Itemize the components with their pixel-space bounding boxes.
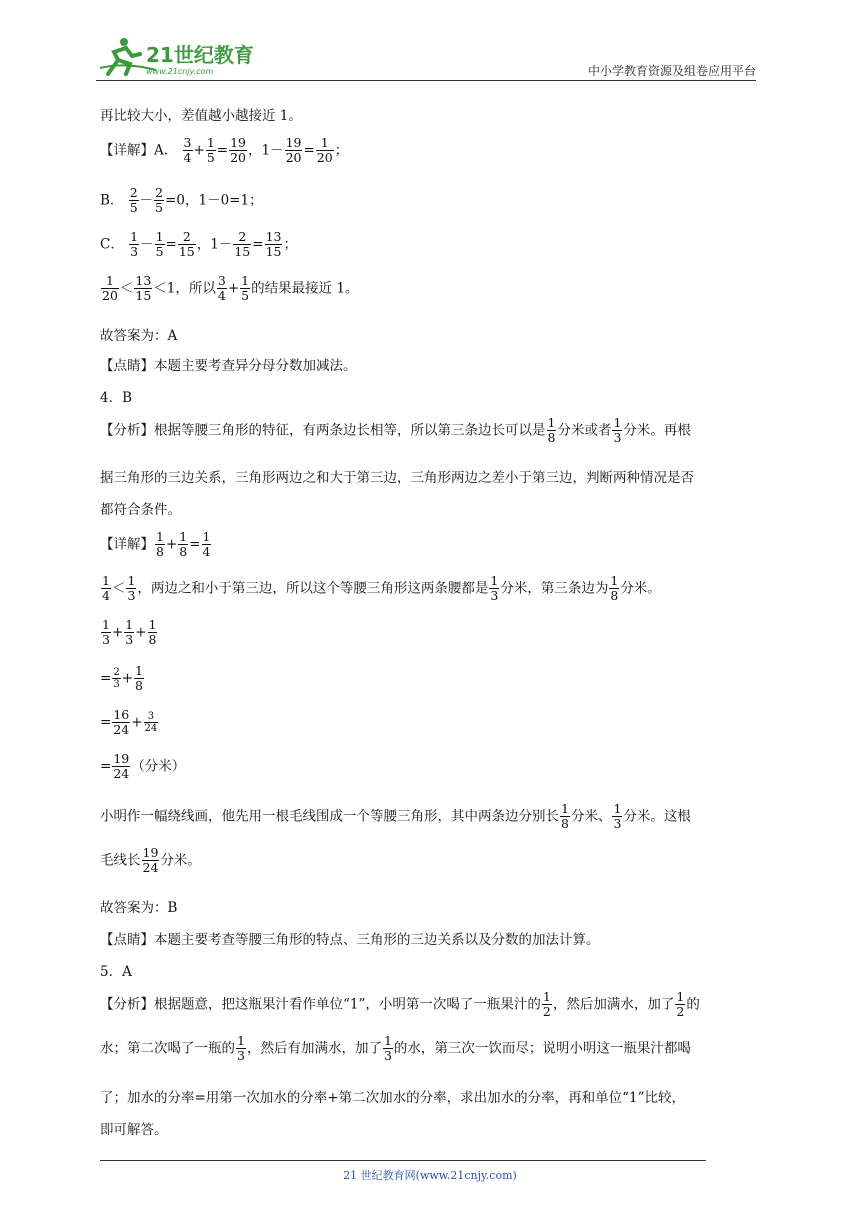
text-line: 【分析】根据等腰三角形的特征，有两条边长相等，所以第三条边长可以是 $\frac{1}{8}$ 分米或者 $\frac{1}{3}$ 分米。再根 xyxy=(100,415,691,446)
fraction: $\frac{2}{3}$ xyxy=(113,666,120,691)
math-line: = $\frac{16}{24}$ + $\frac{3}{24}$ xyxy=(100,707,158,738)
fraction: $\frac{1}{3}$ xyxy=(237,1033,245,1064)
math-line: = $\frac{2}{3}$ + $\frac{1}{8}$ xyxy=(100,663,143,694)
fraction: $\frac{1}{3}$ xyxy=(383,1033,392,1064)
fraction: $\frac{1}{5}$ xyxy=(241,273,250,304)
answer-line: 故答案为：B xyxy=(100,900,178,916)
fraction: $\frac{1}{8}$ xyxy=(135,663,143,694)
fraction: $\frac{19}{24}$ xyxy=(113,751,130,782)
fraction: $\frac{19}{24}$ xyxy=(142,845,159,876)
fraction: $\frac{1}{3}$ xyxy=(613,415,622,446)
footer-divider xyxy=(100,1160,706,1161)
text-line: 【点睛】本题主要考查异分母分数加减法。 xyxy=(100,358,357,374)
text-line: 据三角形的三边关系，三角形两边之和大于第三边，三角形两边之差小于第三边，判断两种情况是否 xyxy=(100,470,694,486)
fraction: $\frac{1}{5}$ xyxy=(155,229,164,260)
fraction: $\frac{1}{5}$ xyxy=(206,135,215,166)
fraction: $\frac{1}{4}$ xyxy=(102,573,110,604)
fraction: $\frac{16}{24}$ xyxy=(113,707,130,738)
text-line: 毛线长 $\frac{19}{24}$ 分米。 xyxy=(100,845,201,876)
fraction: $\frac{1}{3}$ xyxy=(125,617,134,648)
text-line: 小明作一幅绕线画，他先用一根毛线围成一个等腰三角形，其中两条边分别长 $\frac{1}{8}$ 分米、 $\frac{1}{3}$ 分米。这根 xyxy=(100,801,691,832)
text-line: 都符合条件。 xyxy=(100,502,181,518)
fraction: $\frac{3}{4}$ xyxy=(217,273,226,304)
question-number: 4．B xyxy=(100,390,133,406)
footer-text: 21 世纪教育网(www.21cnjy.com) xyxy=(343,1169,517,1182)
fraction: $\frac{3}{24}$ xyxy=(144,710,158,735)
fraction: $\frac{2}{15}$ xyxy=(178,229,195,260)
text-line: 即可解答。 xyxy=(100,1122,168,1138)
fraction: $\frac{1}{3}$ xyxy=(127,573,136,604)
fraction: $\frac{3}{4}$ xyxy=(183,135,192,166)
fraction: $\frac{1}{2}$ xyxy=(542,989,551,1020)
fraction: $\frac{1}{2}$ xyxy=(676,989,685,1020)
text-line: $\frac{1}{20}$ ＜ $\frac{13}{15}$ ＜1，所以 $\frac{3}{4}$ + $\frac{1}{5}$ 的结果最接近 1。 xyxy=(102,273,359,304)
fraction: $\frac{1}{8}$ xyxy=(610,573,619,604)
text-line: 再比较大小，差值越小越接近 1。 xyxy=(100,108,302,124)
fraction: $\frac{1}{8}$ xyxy=(148,617,157,648)
logo-text: 21世纪教育 xyxy=(146,43,254,67)
answer-line: 故答案为：A xyxy=(100,328,178,344)
text-line: C． $\frac{1}{3}$ － $\frac{1}{5}$ = $\frac{2}{15}$ ，1－ $\frac{2}{15}$ = $\frac{13}{15}$ ； xyxy=(100,229,297,260)
fraction: $\frac{1}{3}$ xyxy=(490,573,499,604)
fraction: $\frac{2}{5}$ xyxy=(129,185,138,216)
text-line: 【详解】 $\frac{1}{8}$ + $\frac{1}{8}$ = $\frac{1}{4}$ xyxy=(100,529,211,560)
fraction: $\frac{1}{8}$ xyxy=(561,801,569,832)
logo-21cnjy xyxy=(96,34,266,78)
fraction: $\frac{13}{15}$ xyxy=(135,273,152,304)
math-line: = $\frac{19}{24}$ （分米） xyxy=(100,751,186,782)
question-number: 5．A xyxy=(100,964,132,980)
text-line: 【点睛】本题主要考查等腰三角形的特点、三角形的三边关系以及分数的加法计算。 xyxy=(100,932,600,948)
text-line: $\frac{1}{4}$ ＜ $\frac{1}{3}$ ，两边之和小于第三边，所以这个等腰三角形这两条腰都是 $\frac{1}{3}$ 分米，第三条边为 $\frac{1}{8}$ 分米。 xyxy=(102,573,661,604)
fraction: $\frac{19}{20}$ xyxy=(285,135,302,166)
fraction: $\frac{1}{20}$ xyxy=(316,135,333,166)
header-divider xyxy=(96,80,756,81)
fraction: $\frac{2}{5}$ xyxy=(155,185,164,216)
text-line: 【分析】根据题意，把这瓶果汁看作单位“1”，小明第一次喝了一瓶果汁的 $\frac{1}{2}$ ，然后加满水，加了 $\frac{1}{2}$ 的 xyxy=(100,989,700,1020)
math-line: $\frac{1}{3}$ + $\frac{1}{3}$ + $\frac{1}{8}$ xyxy=(102,617,157,648)
fraction: $\frac{1}{20}$ xyxy=(102,273,118,304)
fraction: $\frac{1}{8}$ xyxy=(156,529,164,560)
fraction: $\frac{19}{20}$ xyxy=(230,135,246,166)
text-line: B． $\frac{2}{5}$ － $\frac{2}{5}$ =0，1－0=1； xyxy=(100,185,263,216)
text-line: 了；加水的分率=用第一次加水的分率+第二次加水的分率，求出加水的分率，再和单位“1”比较， xyxy=(100,1090,686,1106)
fraction: $\frac{1}{3}$ xyxy=(102,617,110,648)
fraction: $\frac{1}{4}$ xyxy=(202,529,211,560)
fraction: $\frac{1}{8}$ xyxy=(179,529,188,560)
text-line: 【详解】A． $\frac{3}{4}$ + $\frac{1}{5}$ = $\frac{19}{20}$ ，1－ $\frac{19}{20}$ = $\frac{1}{20}$ ； xyxy=(100,135,349,166)
fraction: $\frac{2}{15}$ xyxy=(234,229,251,260)
fraction: $\frac{13}{15}$ xyxy=(265,229,282,260)
logo-url: www.21cnjy.com xyxy=(146,67,214,76)
page-header xyxy=(96,34,756,82)
fraction: $\frac{1}{3}$ xyxy=(613,801,622,832)
header-platform-text: 中小学教育资源及组卷应用平台 xyxy=(587,64,756,78)
fraction: $\frac{1}{3}$ xyxy=(130,229,139,260)
text-line: 水；第二次喝了一瓶的 $\frac{1}{3}$ ，然后有加满水，加了 $\frac{1}{3}$ 的水，第三次一饮而尽；说明小明这一瓶果汁都喝 xyxy=(100,1033,691,1064)
fraction: $\frac{1}{8}$ xyxy=(547,415,556,446)
